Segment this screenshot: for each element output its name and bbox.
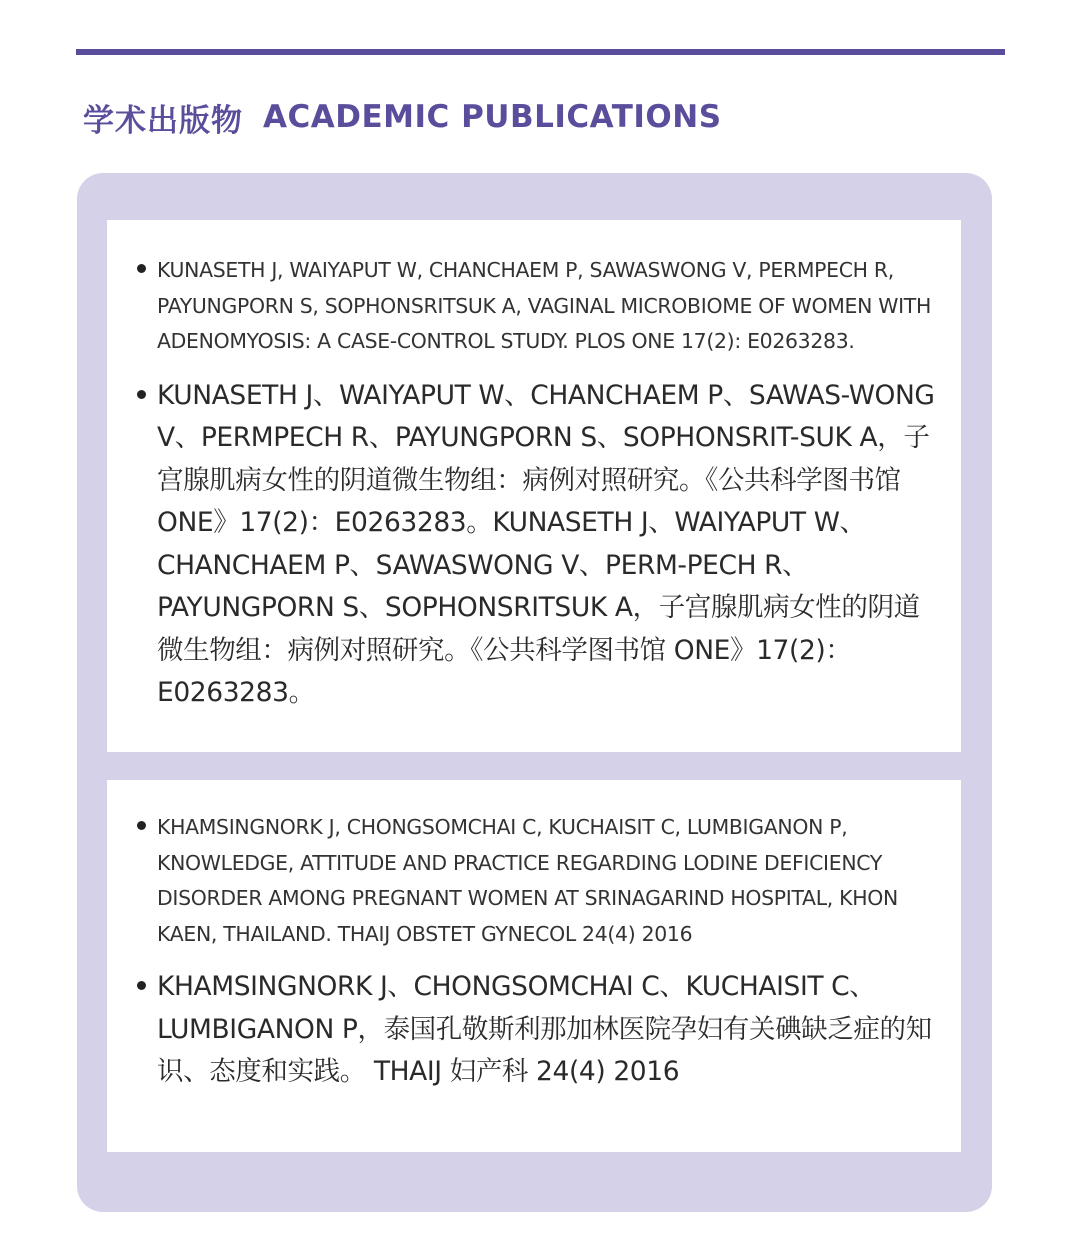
top-divider	[76, 49, 1005, 55]
citation-english-text: KHAMSINGNORK J, CHONGSOMCHAI C, KUCHAISIT C, LUMBIGANON P, KNOWLEDGE, ATTITUDE AND PRACTICE REGARDING LODINE DEFICIENCY DISORDER AMONG PREGNANT WOMEN AT SRINAGARIND HOSPITAL, KHON KAEN, THAILAND. THAIJ OBSTET GYNECOL 24(4) 2016	[157, 815, 898, 946]
section-title-english: ACADEMIC PUBLICATIONS	[263, 99, 722, 135]
section-title	[83, 92, 722, 142]
publication-card	[107, 220, 961, 752]
bullet-icon	[137, 821, 146, 830]
citation-chinese	[137, 375, 941, 715]
section-title-chinese: 学术出版物	[83, 102, 243, 139]
citation-chinese	[137, 966, 941, 1094]
publication-card	[107, 780, 961, 1152]
citation-english-text: KUNASETH J, WAIYAPUT W, CHANCHAEM P, SAWASWONG V, PERMPECH R, PAYUNGPORN S, SOPHONSRITSUK A, VAGINAL MICROBIOME OF WOMEN WITH ADENOMYOSIS: A CASE-CONTROL STUDY. PLOS ONE 17(2): E0263283.	[157, 258, 931, 353]
bullet-icon	[137, 981, 146, 990]
citation-english	[137, 253, 941, 360]
citation-english	[137, 810, 941, 952]
citation-chinese-text: KHAMSINGNORK J、CHONGSOMCHAI C、KUCHAISIT C、LUMBIGANON P，泰国孔敬斯利那加林医院孕妇有关碘缺乏症的知识、态度和实践。 THAIJ 妇产科 24(4) 2016	[157, 971, 932, 1087]
bullet-icon	[137, 264, 146, 273]
bullet-icon	[137, 390, 146, 399]
citation-chinese-text: KUNASETH J、WAIYAPUT W、CHANCHAEM P、SAWAS-WONG V、PERMPECH R、PAYUNGPORN S、SOPHONSRIT-SUK A，子宫腺肌病女性的阴道微生物组：病例对照研究。《公共科学图书馆 ONE》17(2)：E0263283。KUNASETH J、WAIYAPUT W、CHANCHAEM P、SAWASWONG V、PERM-PECH R、PAYUNGPORN S、SOPHONSRITSUK A，子宫腺肌病女性的阴道微生物组：病例对照研究。《公共科学图书馆 ONE》17(2)：E0263283。	[157, 379, 935, 708]
